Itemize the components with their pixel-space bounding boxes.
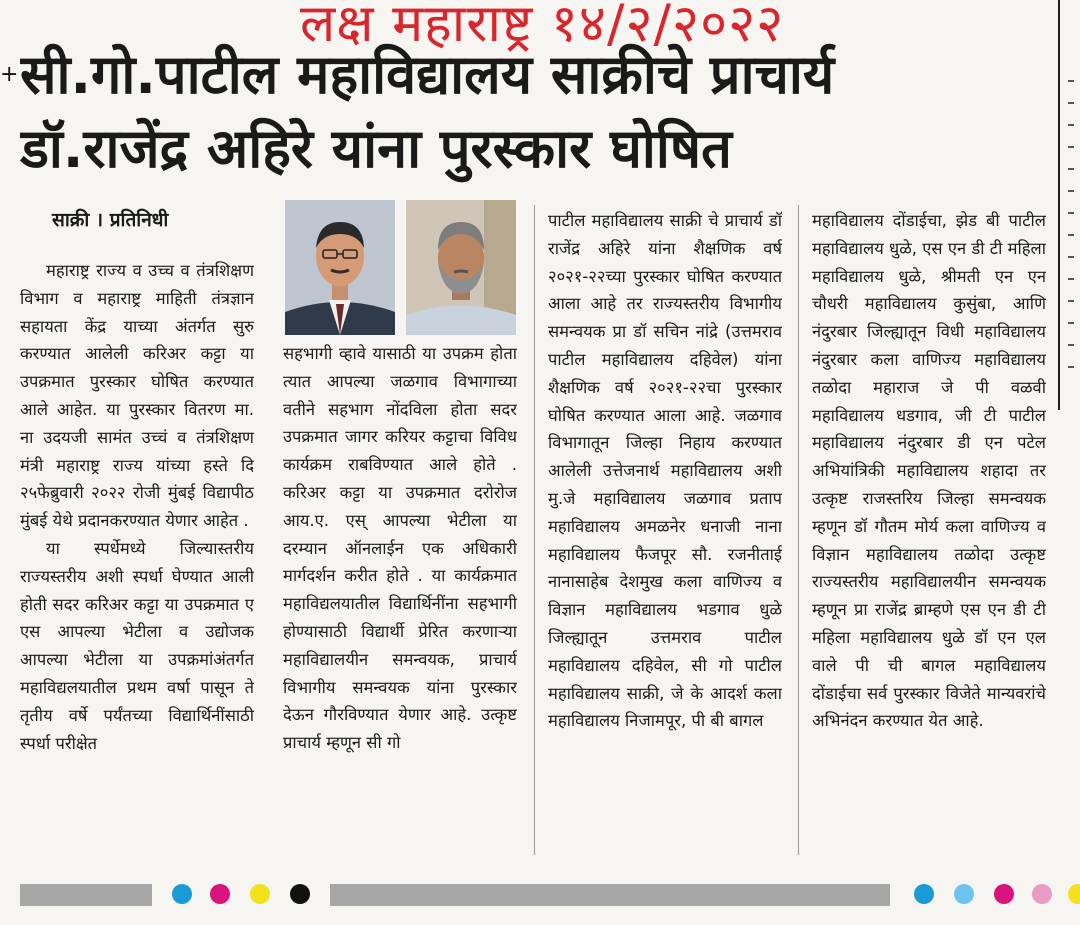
registration-dot <box>994 884 1014 904</box>
principal-photo <box>285 200 395 335</box>
adjacent-page-bleed <box>1064 60 1080 410</box>
paragraph: सहभागी व्हावे यासाठी या उपक्रम होता त्यात आपल्या जळगाव विभागाच्या वतीने सहभाग नोंदविला होता सदर उपक्रमात जागर करियर कट्टाचा विविध कार्यक्रम राबविण्यात आले होते . करिअर कट्टा या उपक्रमात दरोरोज आय.ए. एस् आपल्या भेटीला या दरम्यान ऑनलाईन एक अधिकारी मार्गदर्शन करीत होते . या कार्यक्रमात महाविद्यलयातील विद्यार्थिनींना सहभागी होण्यासाठी विद्यार्थी प्रेरित करणाऱ्या महाविद्यालयीन समन्वयक, प्राचार्य विभागीय समन्वयक यांना पुरस्कार देऊन गौरविण्यात येणार आहे. उत्कृष्ट प्राचार्य म्हणून सी गो <box>283 344 517 753</box>
registration-dot <box>1068 884 1080 904</box>
article-column-1 <box>20 257 254 857</box>
headline <box>20 38 1060 186</box>
headline-line-2: डॉ.राजेंद्र अहिरे यांना पुरस्कार घोषित <box>20 117 732 180</box>
paragraph: महाराष्ट्र राज्य व उच्च व तंत्रशिक्षण विभाग व महाराष्ट्र माहिती तंत्रज्ञान सहायता केंद्र याच्या अंतर्गत सुरु करण्यात आलेली करिअर कट्टा या उपक्रमात पुरस्कार घोषित करण्यात आले आहेत. या पुरस्कार वितरण मा. ना उदयजी सामंत उच्चं व तंत्रशिक्षण मंत्री महाराष्ट्र राज्य यांच्या हस्ते दि २५फेब्रुवारी २०२२ रोजी मुंबई विद्यापीठ मुंबई येथे प्रदानकरण्यात येणार आहेत . <box>20 261 254 531</box>
article-column-2 <box>283 340 517 857</box>
article-column-3 <box>548 207 782 857</box>
registration-dot <box>172 884 192 904</box>
article-column-4 <box>812 207 1046 857</box>
registration-dot <box>1032 884 1052 904</box>
registration-dot <box>210 884 230 904</box>
byline: साक्री । प्रतिनिधी <box>52 209 169 231</box>
registration-bar <box>20 884 152 906</box>
registration-dot <box>290 884 310 904</box>
registration-bar <box>330 884 890 906</box>
coordinator-photo <box>406 200 516 335</box>
column-divider <box>798 205 799 855</box>
paragraph: महाविद्यालय दोंडाईचा, झेड बी पाटील महाविद्यालय धुळे, एस एन डी टी महिला महाविद्यालय धुळे, श्रीमती एन एन चौधरी महाविद्यालय कुसुंबा, आणि नंदुरबार जिल्ह्यातून विधी महाविद्यालय नंदुरबार कला वाणिज्य महाविद्यालय तळोदा महाराज जे पी वळवी महाविद्यालय धडगाव, जी टी पाटील महाविद्यालय नंदुरबार डी एन पटेल अभियांत्रिकी महाविद्यालय शहादा तर उत्कृष्ट राजस्तरिय जिल्हा समन्वयक म्हणून डॉ गौतम मोर्य कला वाणिज्य व विज्ञान महाविद्यालय तळोदा उत्कृष्ट राज्यस्तरीय महाविद्यालयीन समन्वयक म्हणून प्रा राजेंद्र ब्राम्हणे एस एन डी टी महिला महाविद्यालय धुळे डॉ एन एल वाले पी ची बागल महाविद्यालय दोंडाईचा सर्व पुरस्कार विजेते मान्यवरांचे अभिनंदन करण्यात येत आहे. <box>812 211 1046 731</box>
print-registration-strip <box>0 872 1080 925</box>
crop-mark: + <box>0 62 19 87</box>
headline-line-1: सी.गो.पाटील महाविद्यालय साक्रीचे प्राचार्य <box>20 43 835 106</box>
paragraph: पाटील महाविद्यालय साक्री चे प्राचार्य डॉ राजेंद्र अहिरे यांना शैक्षणिक वर्ष २०२१-२२च्या पुरस्कार घोषित करण्यात आला आहे तर राज्यस्तरीय विभागीय समन्वयक प्रा डॉ सचिन नांद्रे (उत्तमराव पाटील महाविद्यालय दहिवेल) यांना शैक्षणिक वर्ष २०२१-२२चा पुरस्कार घोषित करण्यात आला आहे. जळगाव विभागातून जिल्हा निहाय करण्यात आलेली उत्तेजनार्थ महाविद्यालय अशी मु.जे महाविद्यालय जळगाव प्रताप महाविद्यालय अमळनेर धनाजी नाना महाविद्यालय फैजपूर सौ. रजनीताई नानासाहेब देशमुख कला वाणिज्य व विज्ञान महाविद्यालय भडगाव धुळे जिल्ह्यातून उत्तमराव पाटील महाविद्यालय दहिवेल, सी गो पाटील महाविद्यालय साक्री, जे के आदर्श कला महाविद्यालय निजामपूर, पी बी बागल <box>548 211 782 731</box>
paragraph: या स्पर्धेमध्ये जिल्यास्तरीय राज्यस्तरीय अशी स्पर्धा घेण्यात आली होती सदर करिअर कट्टा या उपक्रमात ए एस आपल्या भेटीला व उद्योजक आपल्या भेटीला या उपक्रमांअंतर्गत महाविद्यलयातील प्रथम वर्षा पासून ते तृतीय वर्षे पर्यंतच्या विद्यार्थिनींसाठी स्पर्धा परीक्षेत <box>20 538 254 753</box>
registration-dot <box>250 884 270 904</box>
registration-dot <box>954 884 974 904</box>
date-stamp: लक्ष महाराष्ट्र १४/२/२०२२ <box>300 0 785 54</box>
column-divider <box>534 205 535 855</box>
registration-dot <box>914 884 934 904</box>
